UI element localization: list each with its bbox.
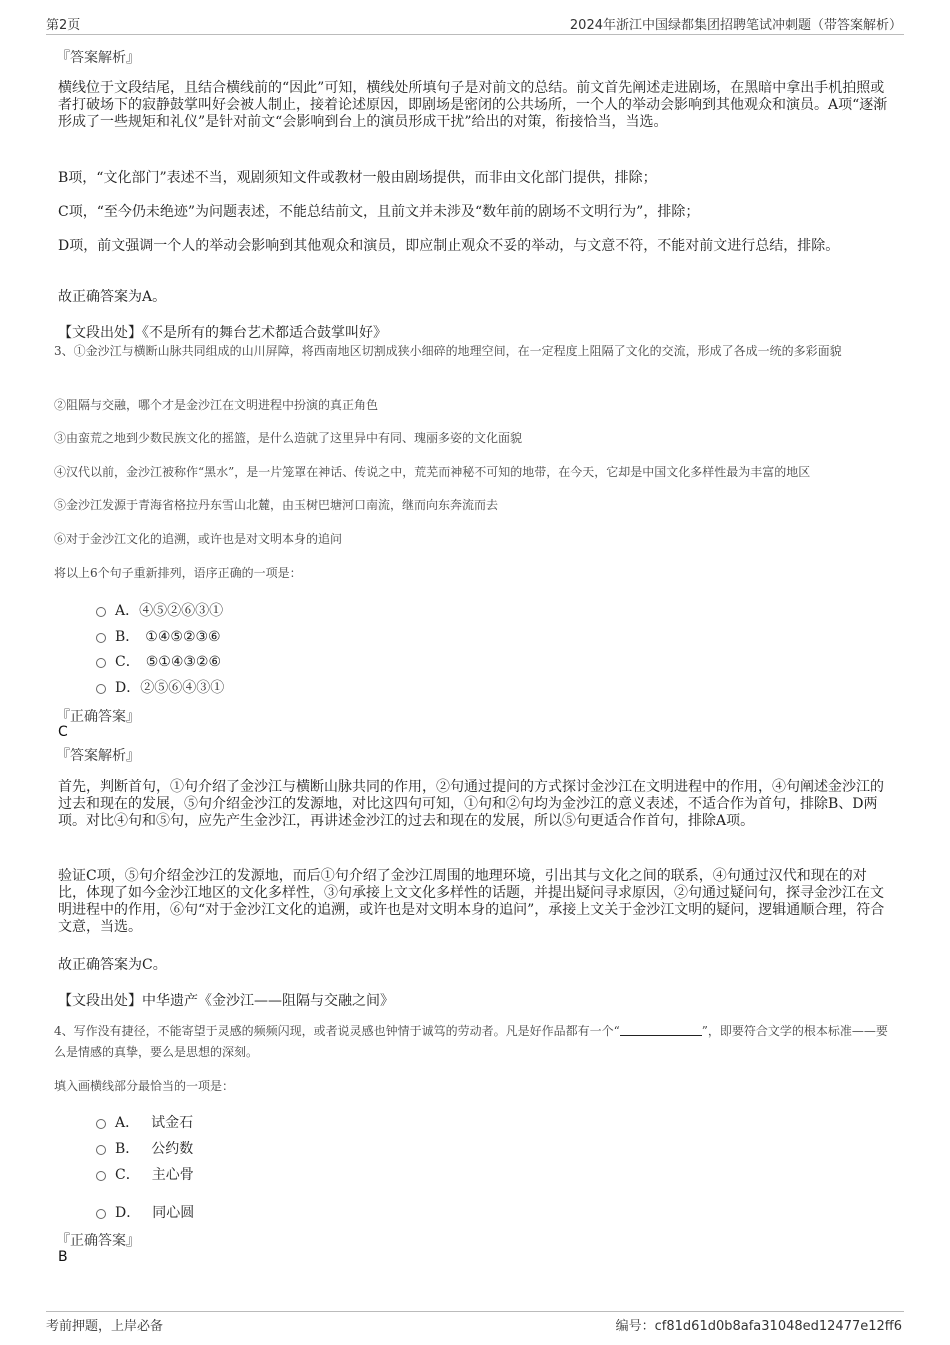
q3-sentence-2: ②阻隔与交融，哪个才是金沙江在文明进程中扮演的真正角色 xyxy=(54,398,379,412)
q3-answer-label: 『正确答案』 xyxy=(56,709,140,725)
q4-option-b[interactable]: B． 公约数 xyxy=(96,1138,193,1158)
q4-stem: 4、写作没有捷径，不能寄望于灵感的频频闪现，或者说灵感也钟情于诚笃的劳动者。凡是好作品都有一个“ ”，即要符合文学的根本标准——要么是情感的真挚，要么是思想的深刻。 xyxy=(54,1024,888,1059)
q2-analysis-para-3: C项，“至今仍未绝迹”为问题表述，不能总结前文，且前文并未涉及“数年前的剧场不文明行为”，排除； xyxy=(58,204,700,220)
radio-icon[interactable] xyxy=(96,684,106,694)
q4-answer: B xyxy=(58,1249,68,1265)
document-title: 2024年浙江中国绿都集团招聘笔试冲刺题（带答案解析） xyxy=(569,18,902,33)
q3-analysis-label: 『答案解析』 xyxy=(56,748,140,764)
fill-blank xyxy=(620,1023,702,1036)
q4-option-a[interactable]: A． 试金石 xyxy=(96,1112,193,1132)
q3-option-a[interactable]: A．④⑤②⑥③① xyxy=(96,600,223,620)
q3-stem: 3、①金沙江与横断山脉共同组成的山川屏障，将西南地区切割成狭小细碎的地理空间，在一定程度上阻隔了文化的交流，形成了各成一统的多彩面貌 xyxy=(54,344,842,358)
radio-icon[interactable] xyxy=(96,1145,106,1155)
radio-icon[interactable] xyxy=(96,1171,106,1181)
q3-sentence-4: ④汉代以前，金沙江被称作“黑水”，是一片笼罩在神话、传说之中，荒芜而神秘不可知的地带，在今天，它却是中国文化多样性最为丰富的地区 xyxy=(54,465,811,479)
q3-sentence-5: ⑤金沙江发源于青海省格拉丹东雪山北麓，由玉树巴塘河口南流，继而向东奔流而去 xyxy=(54,498,499,512)
q4-option-d[interactable]: D． 同心圆 xyxy=(96,1202,194,1222)
q4-prompt: 填入画横线部分最恰当的一项是： xyxy=(54,1079,235,1093)
q4-option-c[interactable]: C． 主心骨 xyxy=(96,1164,194,1184)
radio-icon[interactable] xyxy=(96,658,106,668)
q3-prompt: 将以上6个句子重新排列，语序正确的一项是： xyxy=(54,566,302,580)
q4-answer-label: 『正确答案』 xyxy=(56,1233,140,1249)
radio-icon[interactable] xyxy=(96,1119,106,1129)
q2-analysis-label: 『答案解析』 xyxy=(56,50,140,66)
q3-conclusion: 故正确答案为C。 xyxy=(58,957,167,973)
q2-analysis-para-4: D项，前文强调一个人的举动会影响到其他观众和演员，即应制止观众不妥的举动，与文意不符，不能对前文进行总结，排除。 xyxy=(58,238,840,254)
q3-source: 【文段出处】中华遗产《金沙江——阻隔与交融之间》 xyxy=(58,993,394,1009)
q3-option-c[interactable]: C． ⑤①④③②⑥ xyxy=(96,651,221,671)
q2-analysis-para-1: 横线位于文段结尾，且结合横线前的“因此”可知，横线处所填句子是对前文的总结。前文首先阐述走进剧场，在黑暗中拿出手机拍照或者打破场下的寂静鼓掌叫好会被人制止，接着论述原因，即剧场是密闭的公共场所，一个人的举动会影响到其他观众和演员。A项“逐渐形成了一些规矩和礼仪”是针对前文“会影响到台上的演员形成干扰”给出的对策，衔接恰当，当选。 xyxy=(58,80,888,130)
radio-icon[interactable] xyxy=(96,633,106,643)
footer-slogan: 考前押题，上岸必备 xyxy=(46,1319,164,1334)
q2-source: 【文段出处】《不是所有的舞台艺术都适合鼓掌叫好》 xyxy=(58,325,387,341)
q2-conclusion: 故正确答案为A。 xyxy=(58,289,167,305)
q3-analysis-para-2: 验证C项，⑤句介绍金沙江的发源地，而后①句介绍了金沙江周围的地理环境，引出其与文化之间的联系，④句通过汉代和现在的对比，体现了如今金沙江地区的文化多样性，③句承接上文文化多样性的话题，并提出疑问寻求原因，②句通过疑问句，探寻金沙江在文明进程中的作用，⑥句“对于金沙江文化的追溯，或许也是对文明本身的追问”，承接上文关于金沙江文明的疑问，逻辑通顺合理，符合文意，当选。 xyxy=(58,868,885,935)
page-header xyxy=(46,12,904,35)
document-code: 编号：cf81d61d0b8afa31048ed12477e12ff6 xyxy=(615,1319,902,1334)
q3-analysis-para-1: 首先，判断首句，①句介绍了金沙江与横断山脉共同的作用，②句通过提问的方式探讨金沙江在文明进程中的作用，④句阐述金沙江的过去和现在的发展，⑤句介绍金沙江的发源地，对比这四句可知，①句和②句均为金沙江的意义表述，不适合作为首句，排除B、D两项。对比④句和⑤句，应先产生金沙江，再讲述金沙江的过去和现在的发展，所以⑤句更适合作首句，排除A项。 xyxy=(58,779,884,829)
page-number: 第2页 xyxy=(46,18,81,33)
q3-option-b[interactable]: B． ①④⑤②③⑥ xyxy=(96,626,221,646)
radio-icon[interactable] xyxy=(96,1209,106,1219)
q3-answer: C xyxy=(58,724,68,740)
radio-icon[interactable] xyxy=(96,607,106,617)
q3-sentence-3: ③由蛮荒之地到少数民族文化的摇篮，是什么造就了这里异中有同、瑰丽多姿的文化面貌 xyxy=(54,431,523,445)
q3-sentence-6: ⑥对于金沙江文化的追溯，或许也是对文明本身的追问 xyxy=(54,532,343,546)
q3-option-d[interactable]: D．②⑤⑥④③① xyxy=(96,677,224,697)
q2-analysis-para-2: B项，“文化部门”表述不当，观剧须知文件或教材一般由剧场提供，而非由文化部门提供，排除； xyxy=(58,170,657,186)
page-footer xyxy=(46,1311,904,1334)
